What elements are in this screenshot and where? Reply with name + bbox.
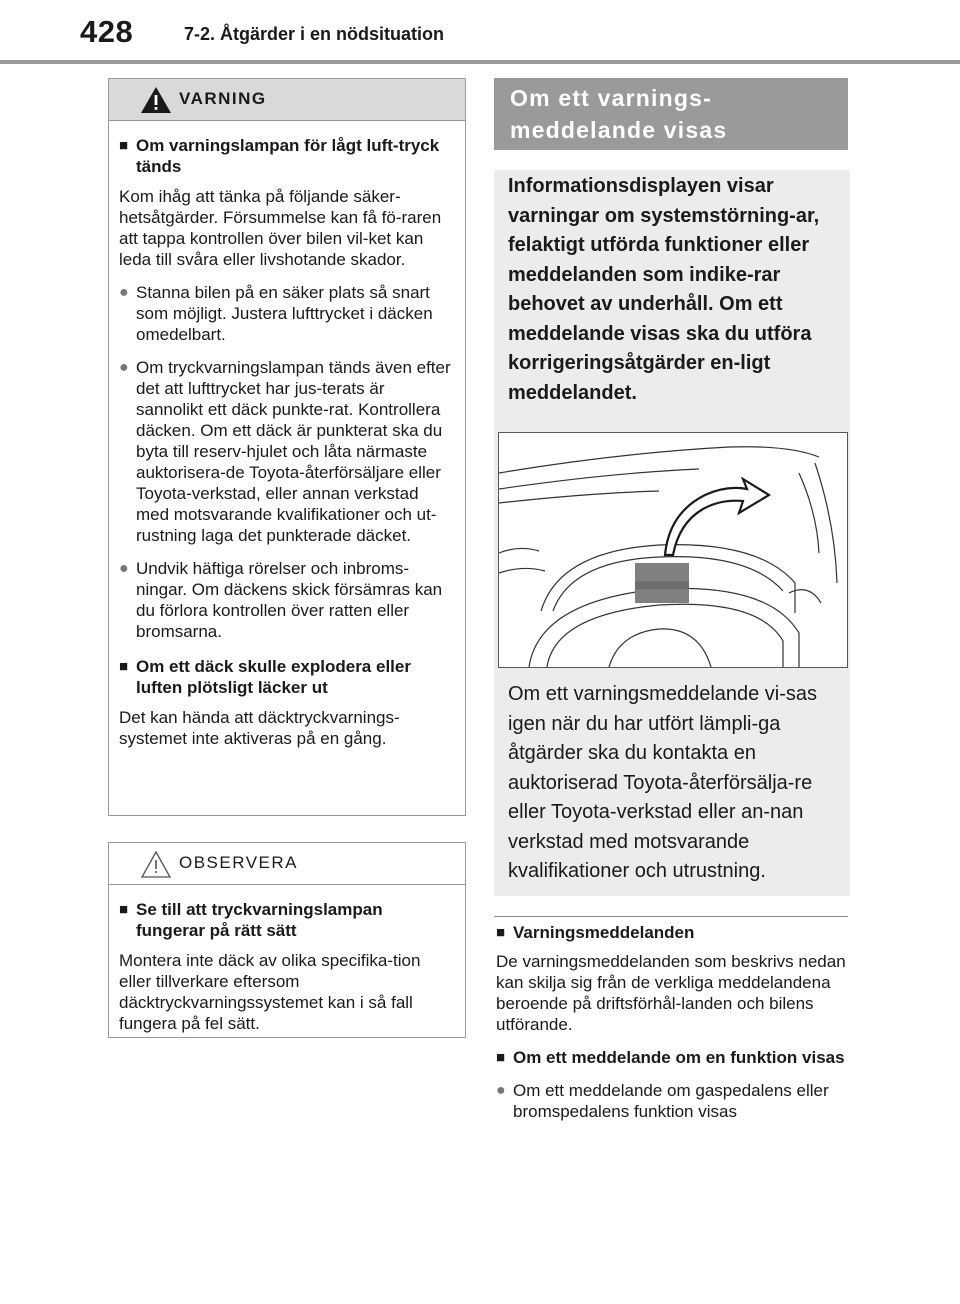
info-lead-text: Informationsdisplayen visar varningar om systemstörning-ar, felaktigt utförda funktioner eller meddelanden som indike-rar behovet av underhåll. Om ett meddelande visas ska du utföra korrigeringsåtgärder en-ligt meddelandet. <box>508 175 820 404</box>
warning-triangle-icon <box>139 85 173 115</box>
caution-triangle-icon <box>139 849 173 879</box>
messages-subheading-1: ■ Varningsmeddelanden <box>496 923 695 942</box>
page-number: 428 <box>80 14 134 49</box>
notice-subheading: ■ Se till att tryckvarningslampan fungerar på rätt sätt <box>119 900 383 940</box>
warning-header <box>109 79 465 121</box>
curved-arrow-icon <box>665 479 769 555</box>
messages-subheading-2: ■ Om ett meddelande om en funktion visas <box>496 1048 845 1067</box>
info-note-text: Om ett varningsmeddelande vi-sas igen när du har utfört lämpli-ga åtgärder ska du kontakta en auktoriserad Toyota-återförsälja-re eller Toyota-verkstad eller an-nan verkstad med motsvarande kvalifikationer och utrustning. <box>508 683 818 882</box>
notice-header <box>109 843 465 885</box>
warning-bullet-1: ● Stanna bilen på en säker plats så snart som möjligt. Justera lufttrycket i däcken omedelbart. <box>119 283 433 344</box>
section-title: 7-2. Åtgärder i en nödsituation <box>184 24 445 44</box>
notice-title: OBSERVERA <box>179 853 299 872</box>
warning-title: VARNING <box>179 89 267 108</box>
messages-bullet: ● Om ett meddelande om gaspedalens eller bromspedalens funktion visas <box>496 1081 829 1121</box>
warning-bullet-3: ● Undvik häftiga rörelser och inbroms-ningar. Om däckens skick försämras kan du förlora kontrollen över ratten eller bromsarna. <box>119 559 443 641</box>
dashboard-drawing <box>499 433 847 667</box>
info-title: Om ett varnings-meddelande visas <box>494 78 848 150</box>
warning-subheading-2: ■ Om ett däck skulle explodera eller luften plötsligt läcker ut <box>119 657 411 697</box>
warning-bullet-2: ● Om tryckvarningslampan tänds även efter det att lufttrycket har jus-terats är sannolikt ett däck punkte-rat. Kontrollera däcken. Om ett däck är punkterat ska du byta till reserv-hjulet och låta närmaste auktorisera-de Toyota-återförsäljare eller Toyota-verkstad, eller annan verkstad med motsvarande kvalifikationer och ut-rustning laga det punkterade däcket. <box>119 358 451 545</box>
info-box <box>494 170 850 896</box>
messages-section <box>496 922 850 1122</box>
warning-subheading-1: ■ Om varningslampan för lågt luft-tryck tänds <box>119 136 440 176</box>
warning-paragraph-1: Kom ihåg att tänka på följande säker-hetsåtgärder. Försummelse kan få fö-raren att tappa kontrollen över bilen vil-ket kan leda till svåra eller livshotande skador. <box>119 187 442 269</box>
warning-box <box>108 78 466 816</box>
dashboard-illustration <box>498 432 848 668</box>
notice-paragraph: Montera inte däck av olika specifika-tion eller tillverkare eftersom däcktryckvarningssystemet kan i så fall fungera på fel sätt. <box>119 951 421 1033</box>
warning-paragraph-2: Det kan hända att däcktryckvarnings-systemet inte aktiveras på en gång. <box>119 708 400 748</box>
right-divider <box>494 916 848 917</box>
messages-paragraph: De varningsmeddelanden som beskrivs nedan kan skilja sig från de verkliga meddelandena beroende på driftsförhål-landen och bilens utförande. <box>496 952 846 1034</box>
notice-box <box>108 842 466 1038</box>
header-rule <box>0 60 960 64</box>
